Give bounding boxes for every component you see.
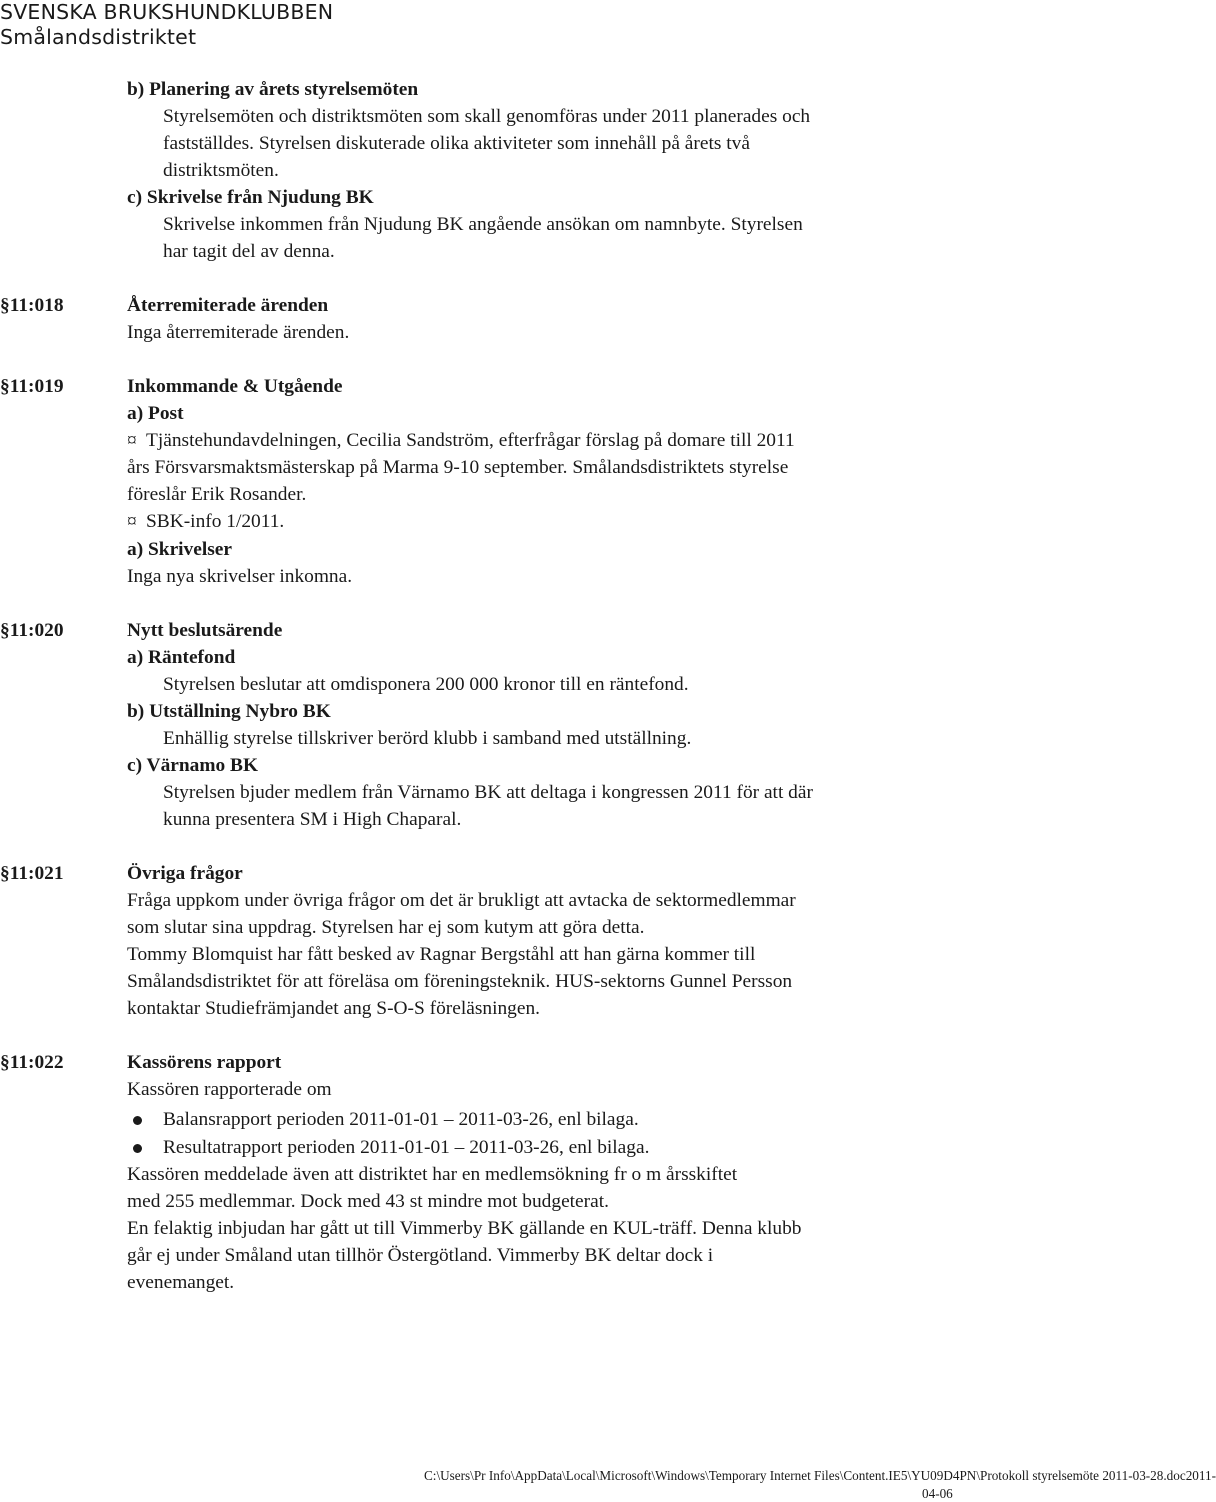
ovriga-text-5: kontaktar Studiefrämjandet ang S-O-S föreläsningen.: [127, 998, 541, 1019]
footer-file-path: C:\Users\Pr Info\AppData\Local\Microsoft\Windows\Temporary Internet Files\Content.IE5\YU09D4PN\Protokoll styrelsemöte 2011-03-28.doc2011-: [424, 1468, 1216, 1483]
section-title-020: Nytt beslutsärende: [127, 620, 283, 641]
item-c-text-1: Skrivelse inkommen från Njudung BK angående ansökan om namnbyte. Styrelsen: [163, 214, 803, 235]
section-title-021: Övriga frågor: [127, 863, 243, 884]
ovriga-text-3: Tommy Blomquist har fått besked av Ragnar Bergståhl att han gärna kommer till: [127, 944, 756, 965]
item-c-heading: c) Skrivelse från Njudung BK: [127, 187, 374, 208]
varnamo-text-1: Styrelsen bjuder medlem från Värnamo BK att deltaga i kongressen 2011 för att där: [163, 782, 813, 803]
kassor-intro: Kassören rapporterade om: [127, 1079, 332, 1100]
bullet-item-balansrapport: Balansrapport perioden 2011-01-01 – 2011-03-26, enl bilaga.: [163, 1109, 639, 1130]
currency-sign-icon: ¤: [127, 511, 137, 532]
section-text-018: Inga återremiterade ärenden.: [127, 322, 350, 343]
skrivelser-subheading: a) Skrivelser: [127, 539, 233, 560]
district-name: Smålandsdistriktet: [0, 25, 197, 49]
section-number-022: §11:022: [0, 1052, 64, 1073]
bullet-item-resultatrapport: Resultatrapport perioden 2011-01-01 – 2011-03-26, enl bilaga.: [163, 1137, 650, 1158]
section-number-019: §11:019: [0, 376, 64, 397]
varnamo-heading: c) Värnamo BK: [127, 755, 259, 776]
section-number-021: §11:021: [0, 863, 64, 884]
bullet-icon: [133, 1116, 142, 1125]
footer-date-tail: 04-06: [922, 1486, 953, 1501]
kassor-text-5: evenemanget.: [127, 1272, 235, 1293]
post-item-1-line-3: föreslår Erik Rosander.: [127, 484, 307, 505]
ovriga-text-2: som slutar sina uppdrag. Styrelsen har ej som kutym att göra detta.: [127, 917, 645, 938]
post-subheading: a) Post: [127, 403, 184, 424]
item-b-heading: b) Planering av årets styrelsemöten: [127, 79, 419, 100]
skrivelser-text: Inga nya skrivelser inkomna.: [127, 566, 353, 587]
rantefond-heading: a) Räntefond: [127, 647, 236, 668]
item-b-text-3: distriktsmöten.: [163, 160, 279, 181]
utstallning-text: Enhällig styrelse tillskriver berörd klubb i samband med utställning.: [163, 728, 692, 749]
ovriga-text-1: Fråga uppkom under övriga frågor om det är brukligt att avtacka de sektormedlemmar: [127, 890, 796, 911]
section-title-019: Inkommande & Utgående: [127, 376, 343, 397]
item-c-text-2: har tagit del av denna.: [163, 241, 335, 262]
item-b-text-1: Styrelsemöten och distriktsmöten som skall genomföras under 2011 planerades och: [163, 106, 811, 127]
kassor-text-4: går ej under Småland utan tillhör Östergötland. Vimmerby BK deltar dock i: [127, 1245, 714, 1266]
rantefond-text: Styrelsen beslutar att omdisponera 200 000 kronor till en räntefond.: [163, 674, 689, 695]
ovriga-text-4: Smålandsdistriktet för att föreläsa om föreningsteknik. HUS-sektorns Gunnel Persson: [127, 971, 793, 992]
section-title-022: Kassörens rapport: [127, 1052, 282, 1073]
post-item-1-line-1: ¤ Tjänstehundavdelningen, Cecilia Sandström, efterfrågar förslag på domare till 2011: [127, 430, 795, 451]
post-item-2: ¤ SBK-info 1/2011.: [127, 511, 285, 532]
organization-name: SVENSKA BRUKSHUNDKLUBBEN: [0, 0, 334, 24]
section-number-018: §11:018: [0, 295, 64, 316]
kassor-text-2: med 255 medlemmar. Dock med 43 st mindre mot budgeterat.: [127, 1191, 609, 1212]
utstallning-heading: b) Utställning Nybro BK: [127, 701, 331, 722]
bullet-icon: [133, 1144, 142, 1153]
kassor-text-3: En felaktig inbjudan har gått ut till Vimmerby BK gällande en KUL-träff. Denna klubb: [127, 1218, 802, 1239]
kassor-text-1: Kassören meddelade även att distriktet har en medlemsökning fr o m årsskiftet: [127, 1164, 738, 1185]
post-item-1-line-2: års Försvarsmaktsmästerskap på Marma 9-10 september. Smålandsdistriktets styrelse: [127, 457, 789, 478]
section-number-020: §11:020: [0, 620, 64, 641]
section-title-018: Återremiterade ärenden: [127, 295, 329, 316]
item-b-text-2: fastställdes. Styrelsen diskuterade olika aktiviteter som innehåll på årets två: [163, 133, 750, 154]
varnamo-text-2: kunna presentera SM i High Chaparal.: [163, 809, 462, 830]
currency-sign-icon: ¤: [127, 430, 137, 451]
